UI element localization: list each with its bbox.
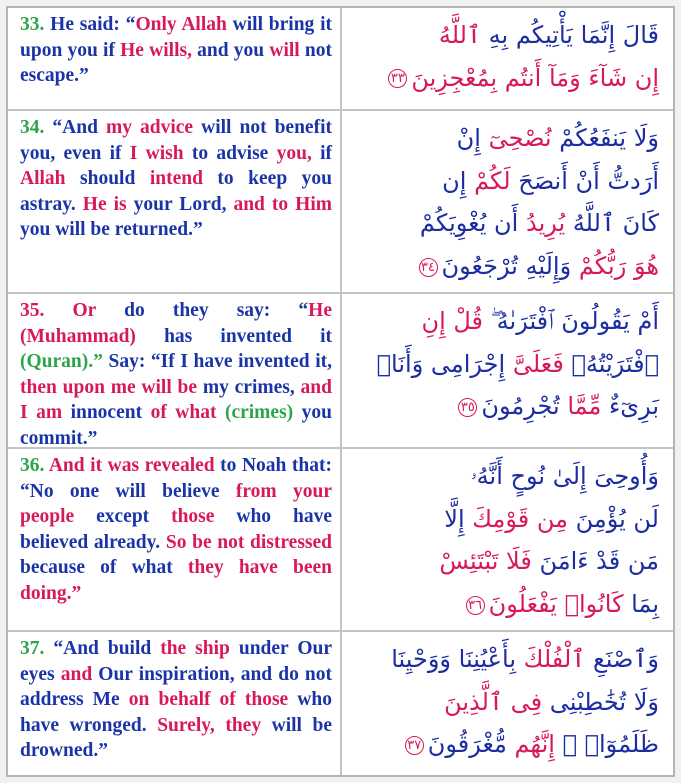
- arabic-line: [350, 455, 659, 498]
- arabic-line: [350, 723, 659, 766]
- translation-text: I wish: [129, 142, 184, 164]
- translation-text: 35. Or: [20, 300, 96, 321]
- arabic-line: [350, 343, 659, 386]
- translation-text: you commit.”: [20, 402, 332, 449]
- translation-text: who have believed already.: [20, 506, 332, 553]
- arabic-line: [350, 245, 659, 288]
- arabic-word: تُجْرِمُونَ: [481, 392, 568, 421]
- arabic-line: [350, 202, 659, 245]
- translation-table: [6, 6, 675, 777]
- translation-text: Only Allah: [135, 14, 227, 35]
- verse-row: [8, 449, 673, 632]
- arabic-word: بِأَعْيُنِنَا وَوَحْيِنَا: [391, 645, 524, 673]
- translation-text: do they say: “: [95, 300, 309, 321]
- arabic-word: ظَلَمُوٓا۟ ۚ: [554, 730, 659, 759]
- ayah-number-marker: ٣٦: [466, 596, 485, 615]
- arabic-line: [350, 498, 659, 541]
- translation-text: my advice: [105, 117, 194, 138]
- arabic-word: فَلَا تَبْتَئِسْ: [439, 547, 532, 576]
- arabic-word: قُلْ إِنِ: [421, 307, 491, 335]
- english-translation: [8, 294, 342, 447]
- arabic-word: مِّمَّا: [567, 392, 602, 421]
- translation-text: 36.: [20, 455, 49, 476]
- translation-text: He said: “: [50, 14, 136, 35]
- arabic-word: إِن شَآءَ وَمَآ أَنتُم بِمُعْجِزِينَ: [411, 63, 659, 92]
- translation-text: they have been doing.”: [20, 557, 332, 604]
- verse-row: [8, 294, 673, 449]
- arabic-text: [342, 294, 673, 447]
- translation-text: Our inspiration, and do not address Me: [20, 663, 332, 710]
- translation-text: because of what: [20, 557, 188, 578]
- translation-text: then upon me will be: [20, 376, 198, 398]
- arabic-word: نُصْحِىٓ: [488, 124, 552, 152]
- translation-text: under Our eyes: [20, 638, 332, 685]
- translation-text: you will be returned.”: [20, 219, 203, 240]
- arabic-word: أَن يُغْوِيَكُمْ: [419, 209, 526, 238]
- ayah-number-marker: ٣٣: [388, 69, 407, 88]
- translation-text: 34.: [20, 117, 53, 138]
- arabic-word: لَكُمْ: [474, 166, 511, 195]
- arabic-line: [350, 14, 659, 57]
- arabic-word: مَن قَدْ ءَامَنَ: [531, 547, 659, 576]
- translation-text: has invented it: [135, 325, 332, 347]
- verse-row: [8, 8, 673, 111]
- english-translation: [8, 449, 342, 630]
- translation-text: (crimes): [216, 402, 294, 423]
- translation-text: and I am: [20, 376, 332, 423]
- arabic-word: مِن قَوْمِكَ: [472, 504, 568, 533]
- translation-text: will: [269, 39, 300, 61]
- translation-text: 33.: [20, 14, 51, 35]
- arabic-word: ٱلْفُلْكَ: [523, 645, 586, 673]
- translation-text: So be not distressed: [165, 531, 332, 553]
- translation-text: innocent: [62, 402, 151, 423]
- arabic-word: كَانَ ٱللَّهُ: [565, 209, 659, 238]
- arabic-word: وَلَا يَنفَعُكُمْ: [551, 124, 659, 152]
- arabic-text: [342, 632, 673, 775]
- translation-text: will bring it upon you if: [20, 14, 333, 61]
- arabic-word: بَرِىٓءٌ: [601, 392, 659, 421]
- translation-text: should: [65, 168, 150, 189]
- arabic-word: وَلَا تُخَٰطِبْنِى: [542, 687, 659, 716]
- arabic-line: [350, 583, 659, 626]
- arabic-word: فَعَلَىَّ: [512, 349, 564, 378]
- arabic-line: [350, 540, 659, 583]
- arabic-word: وَٱصْنَعِ: [585, 645, 659, 673]
- translation-text: (Quran).”: [20, 351, 103, 372]
- arabic-word: بِمَا: [623, 590, 659, 619]
- arabic-word: أَرَدتُّ أَنْ أَنصَحَ: [510, 166, 659, 195]
- translation-text: of what: [150, 402, 217, 423]
- translation-text: you,: [276, 142, 312, 164]
- arabic-word: إِجْرَامِى وَأَنَا۠: [376, 349, 513, 378]
- ayah-number-marker: ٣٧: [405, 736, 424, 755]
- translation-text: not escape.”: [20, 39, 332, 86]
- verse-row: [8, 111, 673, 294]
- arabic-word: إِن: [442, 166, 475, 195]
- arabic-line: [350, 300, 659, 343]
- translation-text: Allah: [20, 168, 66, 189]
- translation-text: “And build: [53, 638, 161, 659]
- english-translation: [8, 632, 342, 775]
- translation-text: to Noah that: “No one will believe: [20, 455, 332, 502]
- translation-text: who have wronged.: [20, 689, 332, 736]
- arabic-line: [350, 117, 659, 160]
- translation-text: to advise: [183, 142, 277, 164]
- arabic-word: إِلَّا: [444, 504, 473, 533]
- arabic-word: كَانُوا۟ يَفْعَلُونَ: [488, 590, 624, 619]
- arabic-word: يُرِيدُ: [525, 209, 566, 238]
- translation-text: to keep you astray.: [20, 168, 333, 215]
- translation-text: And it was revealed: [48, 455, 215, 476]
- arabic-word: أَمْ يَقُولُونَ ٱفْتَرَىٰهُ ۖ: [490, 307, 659, 335]
- ayah-number-marker: ٣٤: [419, 258, 438, 277]
- arabic-word: هُوَ رَبُّكُمْ: [578, 252, 659, 281]
- translation-text: on behalf of those: [128, 689, 289, 710]
- translation-text: and to Him: [233, 193, 332, 215]
- ayah-number-marker: ٣٥: [458, 398, 477, 417]
- arabic-text: [342, 8, 673, 109]
- arabic-word: إِنَّهُم: [514, 730, 555, 759]
- translation-text: except: [74, 506, 172, 527]
- english-translation: [8, 111, 342, 292]
- translation-text: intend: [149, 168, 203, 189]
- translation-text: He is: [82, 193, 127, 215]
- arabic-word: ٱفْتَرَيْتُهُۥ: [563, 349, 659, 378]
- translation-text: will not benefit you, even if: [20, 117, 332, 164]
- translation-text: those: [171, 506, 215, 527]
- arabic-word: قَالَ إِنَّمَا يَأْتِيكُم بِهِ: [481, 21, 659, 49]
- translation-text: will be drowned.”: [20, 714, 333, 761]
- translation-text: 37.: [20, 638, 54, 659]
- translation-text: Say: “If I have invented it,: [102, 351, 332, 372]
- arabic-word: ٱللَّهُ: [438, 21, 482, 49]
- translation-text: your Lord,: [126, 193, 234, 215]
- translation-text: He (Muhammad): [20, 300, 332, 347]
- arabic-word: وَإِلَيْهِ تُرْجَعُونَ: [441, 252, 579, 281]
- translation-text: if: [311, 142, 332, 164]
- arabic-word: مُّغْرَقُونَ: [427, 730, 515, 759]
- translation-text: my crimes,: [197, 376, 301, 398]
- translation-text: “And: [52, 117, 106, 138]
- arabic-word: وَأُوحِىَ إِلَىٰ نُوحٍ أَنَّهُۥ: [470, 462, 659, 490]
- translation-text: Surely, they: [157, 714, 262, 736]
- translation-text: He wills,: [120, 39, 192, 61]
- arabic-line: [350, 160, 659, 203]
- arabic-text: [342, 111, 673, 292]
- translation-text: and: [60, 663, 93, 685]
- arabic-text: [342, 449, 673, 630]
- arabic-word: إِنْ: [456, 124, 489, 152]
- arabic-line: [350, 681, 659, 724]
- arabic-word: لَن يُؤْمِنَ: [567, 504, 659, 533]
- arabic-line: [350, 385, 659, 428]
- arabic-line: [350, 638, 659, 681]
- verse-row: [8, 632, 673, 775]
- arabic-line: [350, 57, 659, 100]
- arabic-word: فِى ٱلَّذِينَ: [444, 687, 543, 716]
- translation-text: from your people: [20, 480, 332, 527]
- translation-text: and you: [191, 39, 270, 61]
- english-translation: [8, 8, 342, 109]
- translation-text: the ship: [160, 638, 230, 659]
